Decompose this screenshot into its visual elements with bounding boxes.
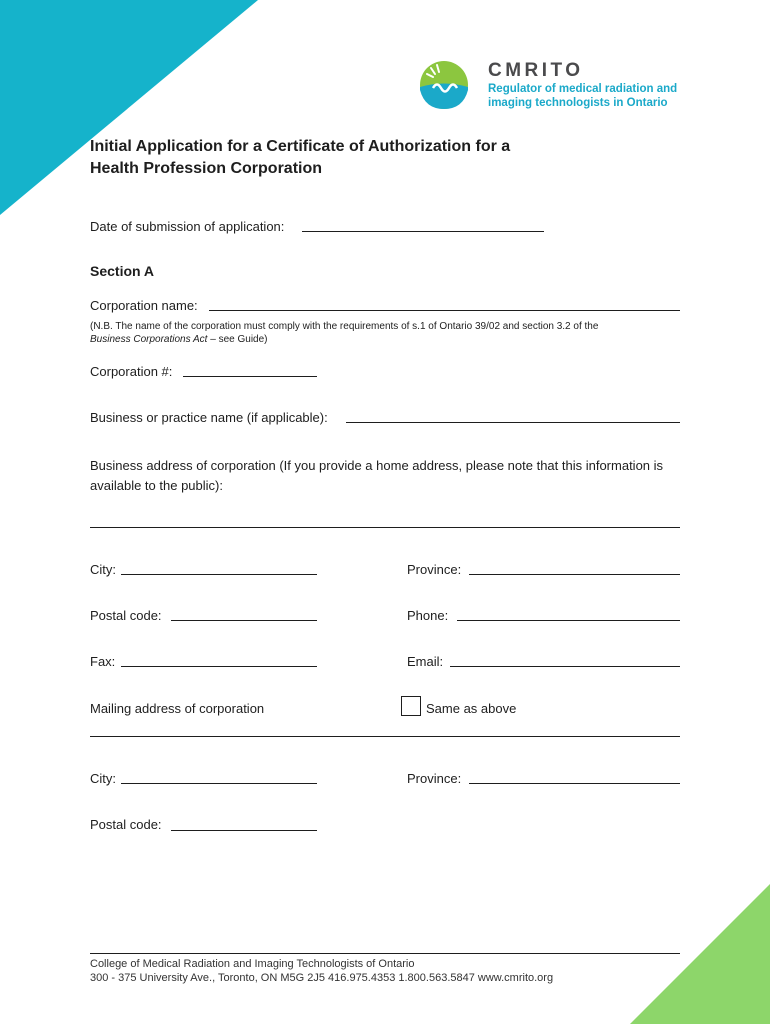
business-name-label: Business or practice name (if applicable): [90,410,328,425]
fax-field[interactable] [121,666,317,667]
business-address-field[interactable] [90,527,680,528]
same-as-above-label: Same as above [426,701,517,716]
footer [90,957,553,985]
business-name-field[interactable] [346,422,680,423]
same-as-above-checkbox[interactable] [401,696,421,716]
date-submission-label: Date of submission of application: [90,219,285,234]
phone-label: Phone: [407,608,449,623]
province-field[interactable] [469,574,680,575]
section-a-heading: Section A [90,263,155,279]
business-address-label: Business address of corporation (If you provide a home address, please note that this information is available to the public): [90,458,664,493]
city-field[interactable] [121,574,317,575]
email-field[interactable] [450,666,680,667]
note-text-italic: Business Corporations Act [90,334,208,345]
logo-name: CMRITO [488,60,584,81]
corporation-number-field[interactable] [183,376,317,377]
note-text-1: (N.B. The name of the corporation must comply with the requirements of s.1 of Ontario 39/02 and section 3.2 of the [90,321,599,332]
postal-code-label: Postal code: [90,608,162,623]
province-label: Province: [407,562,462,577]
city-label: City: [90,562,116,577]
mailing-postal-code-label: Postal code: [90,817,162,832]
email-label: Email: [407,654,444,669]
logo-tagline-line-2: imaging technologists in Ontario [488,97,668,109]
footer-divider [90,953,680,954]
corporation-name-note [90,320,690,346]
cmrito-logo-icon [419,60,469,110]
postal-code-field[interactable] [171,620,317,621]
mailing-address-field[interactable] [90,736,680,737]
green-corner-decoration [630,884,770,1024]
phone-field[interactable] [457,620,680,621]
mailing-province-label: Province: [407,771,462,786]
footer-contact: 300 - 375 University Ave., Toronto, ON M5G 2J5 416.975.4353 1.800.563.5847 www.cmrito.org [90,972,554,984]
logo-tagline [488,82,677,110]
corporation-number-label: Corporation #: [90,364,173,379]
logo-tagline-line-1: Regulator of medical radiation and [488,83,678,95]
teal-corner-decoration [0,0,260,215]
mailing-province-field[interactable] [469,783,680,784]
corporation-name-label: Corporation name: [90,298,198,313]
note-text-2: – see Guide) [207,334,268,345]
mailing-postal-code-field[interactable] [171,830,317,831]
form-title-line-2: Health Profession Corporation [90,160,323,177]
footer-org-name: College of Medical Radiation and Imaging Technologists of Ontario [90,958,415,970]
date-submission-field[interactable] [302,231,544,232]
corporation-name-field[interactable] [209,310,680,311]
mailing-address-label: Mailing address of corporation [90,701,265,716]
mailing-city-field[interactable] [121,783,317,784]
fax-label: Fax: [90,654,116,669]
form-title [90,136,510,180]
form-title-line-1: Initial Application for a Certificate of Authorization for a [90,138,511,155]
mailing-city-label: City: [90,771,116,786]
